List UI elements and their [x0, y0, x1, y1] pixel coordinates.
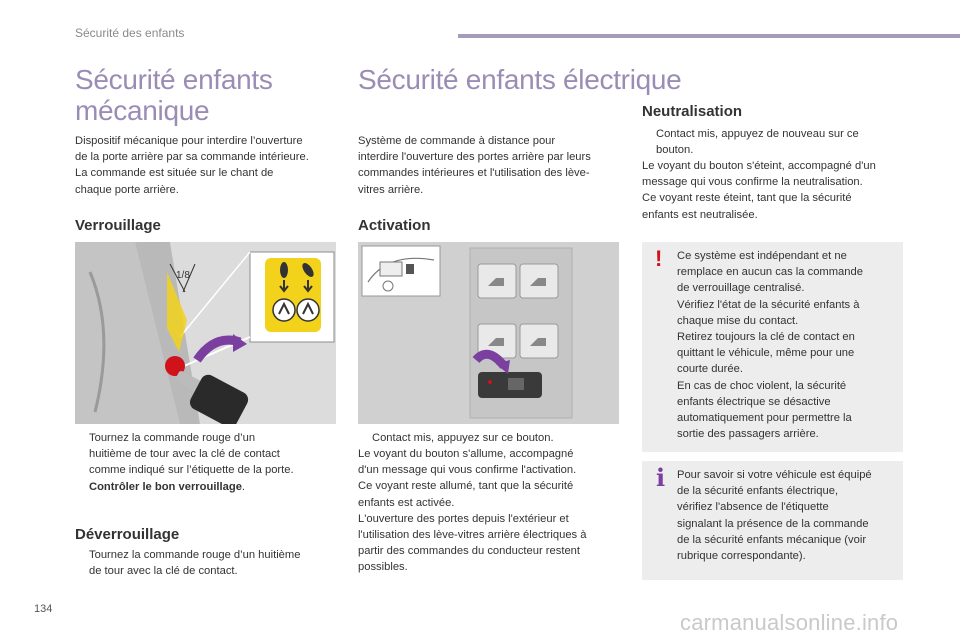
text-line: Pour savoir si votre véhicule est équipé	[677, 469, 872, 481]
text-line: bouton.	[656, 144, 694, 157]
text-line: Tournez la commande rouge d’un huitième	[89, 549, 301, 561]
title-line-2: mécanique	[75, 95, 210, 126]
warning-note	[642, 242, 903, 452]
neutralisation-instruction	[642, 126, 904, 158]
header-bar	[458, 34, 960, 38]
text-line: huitième de tour avec la clé de contact	[89, 448, 280, 461]
text-line: remplace en aucun cas la commande	[677, 266, 863, 279]
text-line: rubrique correspondante).	[677, 550, 806, 563]
text-line: enfants est neutralisée.	[642, 208, 758, 221]
page-number: 134	[34, 603, 53, 615]
warning-icon: !	[655, 246, 663, 271]
text-line: chaque mise du contact.	[677, 314, 799, 327]
activation-description	[358, 446, 628, 576]
heading-deverrouillage: Déverrouillage	[75, 526, 180, 543]
text-line: sortie des passagers arrière.	[677, 428, 819, 441]
header-section-label: Sécurité des enfants	[75, 26, 185, 40]
info-text	[677, 467, 895, 564]
site-watermark: carmanualsonline.info	[680, 610, 899, 635]
text-line: de verrouillage centralisé.	[677, 282, 805, 295]
text-line: automatiquement pour permettre la	[677, 412, 852, 425]
text-line: enfants électrique se désactive	[677, 395, 831, 408]
text-line: l'utilisation des lève-vitres arrière électriques à	[358, 529, 587, 542]
text-line: Tournez la commande rouge d’un	[89, 432, 256, 444]
title-line-1: Sécurité enfants	[75, 64, 273, 95]
activation-instruction	[358, 430, 628, 446]
door-lock-illustration	[75, 242, 336, 424]
text-line: En cas de choc violent, la sécurité	[677, 379, 847, 392]
text-line: partir des commandes du conducteur restent	[358, 545, 581, 558]
lock-check-note: Contrôler le bon verrouillage	[89, 480, 242, 493]
warning-text	[677, 248, 895, 442]
text-line: Le voyant du bouton s'allume, accompagné	[358, 448, 574, 460]
text-line: L'ouverture des portes depuis l'extérieur et	[358, 512, 569, 525]
text-line: signalant la présence de la commande	[677, 517, 869, 530]
neutralisation-description	[642, 158, 904, 223]
door-child-lock-photo	[75, 242, 336, 424]
unlock-instruction	[75, 547, 345, 579]
text-line: vitres arrière.	[358, 183, 424, 196]
text-line: Contact mis, appuyez sur ce bouton.	[372, 432, 554, 444]
page-title-mechanical	[75, 64, 273, 126]
text-line: Ce système est indépendant et ne	[677, 250, 847, 262]
text-line: La commande est située sur le chant de	[75, 167, 274, 180]
text-line: de la porte arrière par sa commande intérieure.	[75, 151, 309, 164]
text-line: message qui vous confirme la neutralisation.	[642, 176, 863, 189]
text-line: de tour avec la clé de contact.	[89, 565, 238, 578]
text-line: Système de commande à distance pour	[358, 135, 556, 147]
text-line: Retirez toujours la clé de contact en	[677, 331, 855, 344]
text-line: Ce voyant reste allumé, tant que la sécurité	[358, 480, 574, 493]
text-line: comme indiqué sur l’étiquette de la porte.	[89, 464, 294, 477]
text-line: Le voyant du bouton s'éteint, accompagné d'un	[642, 160, 876, 172]
text-line: commandes intérieures et l'utilisation des lève-	[358, 167, 590, 180]
text-line: chaque porte arrière.	[75, 183, 179, 196]
text-line: Vérifiez l'état de la sécurité enfants à	[677, 298, 860, 311]
info-note	[642, 461, 903, 580]
info-icon: i	[656, 463, 666, 492]
electric-intro	[358, 133, 628, 198]
heading-activation: Activation	[358, 217, 431, 234]
text-line: Dispositif mécanique pour interdire l’ouverture	[75, 135, 303, 147]
text-line: d'un message qui vous confirme l'activation.	[358, 464, 577, 477]
text-line: Contact mis, appuyez de nouveau sur ce	[656, 128, 859, 140]
text-line: vérifiez l'absence de l'étiquette	[677, 501, 829, 514]
heading-neutralisation: Neutralisation	[642, 103, 743, 120]
text-line: de la sécurité enfants mécanique (voir	[677, 533, 867, 546]
page-title-electric: Sécurité enfants électrique	[358, 64, 682, 95]
text-line: possibles.	[358, 561, 408, 574]
window-switch-panel-photo	[358, 242, 619, 424]
text-line: interdire l'ouverture des portes arrière par leurs	[358, 151, 591, 164]
switch-panel-illustration	[358, 242, 619, 424]
text-line: courte durée.	[677, 363, 743, 376]
mechanical-intro	[75, 133, 345, 198]
eighth-turn-label: 1/8	[176, 270, 190, 281]
heading-verrouillage: Verrouillage	[75, 217, 161, 234]
lock-instruction	[75, 430, 345, 495]
text-line: enfants est activée.	[358, 496, 455, 509]
text-line: quittant le véhicule, même pour une	[677, 347, 855, 360]
lock-check-period: .	[241, 480, 246, 493]
text-line: Ce voyant reste éteint, tant que la sécurité	[642, 192, 852, 205]
text-line: de la sécurité enfants électrique,	[677, 485, 839, 498]
